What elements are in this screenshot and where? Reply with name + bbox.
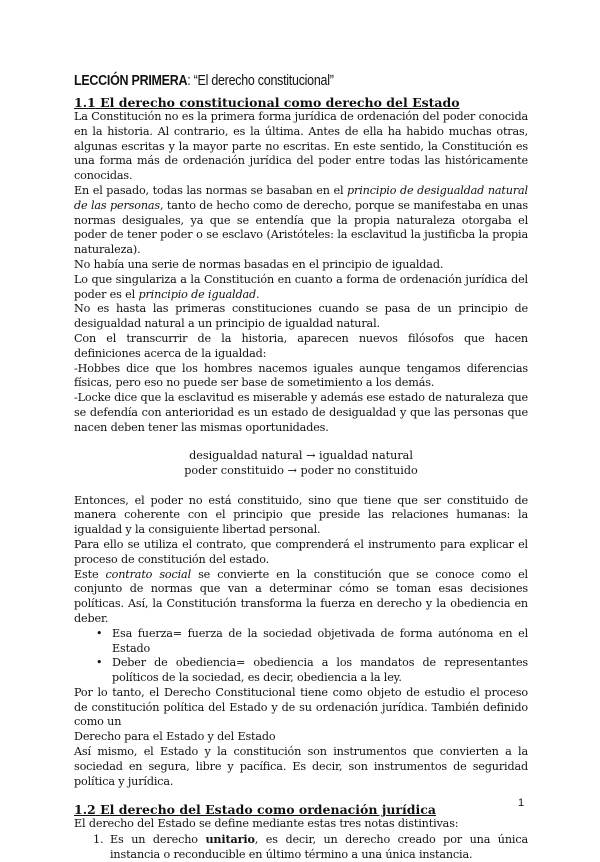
emphasis: principio de desigualdad natural de las personas <box>74 183 528 212</box>
section-number: 1.1 <box>74 95 96 110</box>
paragraph: No había una serie de normas basadas en el principio de igualdad. <box>74 257 444 271</box>
paragraph: La Constitución no es la primera forma jurídica de ordenación del poder conocida en la historia. Al contrario, es la última. Antes de ella ha habido muchas otras, algunas escritas y la mayor parte no escritas. En este sentido, la Constitución es una forma más de ordenación jurídica del poder entre todas las históricamente conocidas. <box>74 110 528 183</box>
numbered-list <box>74 832 528 862</box>
transition-line: desigualdad natural → igualdad natural <box>189 448 413 462</box>
transition-line: poder constituido → poder no constituido <box>184 463 418 477</box>
list-item: • Esa fuerza= fuerza de la sociedad objetivada de forma autónoma en el Estado <box>96 627 528 657</box>
page-number: 1 <box>518 797 525 809</box>
emphasis: contrato social <box>105 567 191 581</box>
paragraph: No es hasta las primeras constituciones cuando se pasa de un principio de desigualdad natural a un principio de igualdad natural. <box>74 302 528 331</box>
paragraph: Derecho para el Estado y del Estado <box>74 730 276 744</box>
paragraph: -Hobbes dice que los hombres nacemos iguales aunque tengamos diferencias físicas, pero eso no puede ser base de sometimiento a los demás. <box>74 361 528 390</box>
list-item: • Deber de obediencia= obediencia a los mandatos de representantes políticos de la sociedad, es decir, obediencia a la ley. <box>96 656 528 686</box>
section-title: El derecho del Estado como ordenación jurídica <box>100 802 436 818</box>
text-run: , es decir, un derecho creado por una única instancia o reconducible en último término a una única instancia. <box>110 833 528 862</box>
list-item <box>74 832 528 862</box>
lesson-title: “El derecho constitucional” <box>193 73 334 89</box>
section-heading-2 <box>74 802 528 817</box>
list-number: 1. <box>93 833 104 847</box>
section-number: 1.2 <box>74 802 96 818</box>
lesson-label: LECCIÓN PRIMERA <box>74 73 188 89</box>
text-run: se convierte en la constitución que se conoce como el conjunto de normas que van a determinar cómo se toman esas decisiones políticas. Así, la Constitución transforma la fuerza en derecho y la obediencia en deber. <box>74 567 528 625</box>
paragraph: Con el transcurrir de la historia, aparecen nuevos filósofos que hacen definiciones acerca de la igualdad: <box>74 331 528 360</box>
paragraph: El derecho del Estado se define mediante estas tres notas distintivas: <box>74 817 459 831</box>
text-run: Este <box>74 567 106 581</box>
text-run: . <box>256 287 260 301</box>
paragraph <box>74 273 528 303</box>
text-run: , tanto de hecho como de derecho, porque se manifestaba en unas normas desiguales, ya que se entendía que la propia naturaleza otorgaba el poder de tener poder o se esclavo (Aristóteles: la esclavitud la justificba la propia naturaleza). <box>74 198 529 257</box>
paragraph: -Locke dice que la esclavitud es miserable y además ese estado de naturaleza que se defendía con anterioridad es un estado de desigualdad y que las personas que nacen deben tener las mismas oportunidades. <box>74 391 528 434</box>
text-run: En el pasado, todas las normas se basaban en el <box>74 183 348 197</box>
lesson-separator: : <box>187 73 194 89</box>
paragraph: Entonces, el poder no está constituido, sino que tiene que ser constituido de manera coherente con el principio que preside las relaciones humanas: la igualdad y la consiguiente libertad personal. <box>74 493 528 537</box>
section-heading-1 <box>74 95 528 110</box>
paragraph: Para ello se utiliza el contrato, que comprenderá el instrumento para explicar el proceso de constitución del estado. <box>74 537 528 566</box>
transition-block <box>74 448 528 478</box>
text-run: Lo que singulariza a la Constitución en cuanto a forma de ordenación jurídica del poder es el <box>74 272 528 301</box>
lesson-heading <box>74 72 464 91</box>
paragraph: Por lo tanto, el Derecho Constitucional tiene como objeto de estudio el proceso de constitución política del Estado y de su ordenación jurídica. También definido como un <box>74 685 528 729</box>
paragraph: Así mismo, el Estado y la constitución son instrumentos que convierten a la sociedad en segura, libre y pacífica. Es decir, son instrumentos de seguridad política y jurídica. <box>74 745 528 788</box>
text-run: Es un derecho <box>110 833 206 847</box>
paragraph <box>74 568 528 627</box>
strong-text: unitario <box>205 832 255 847</box>
document-body <box>74 72 528 862</box>
bullet-list <box>74 627 528 686</box>
emphasis: principio de igualdad <box>138 287 257 301</box>
section-title: El derecho constitucional como derecho del Estado <box>100 95 460 110</box>
paragraph <box>74 184 528 258</box>
